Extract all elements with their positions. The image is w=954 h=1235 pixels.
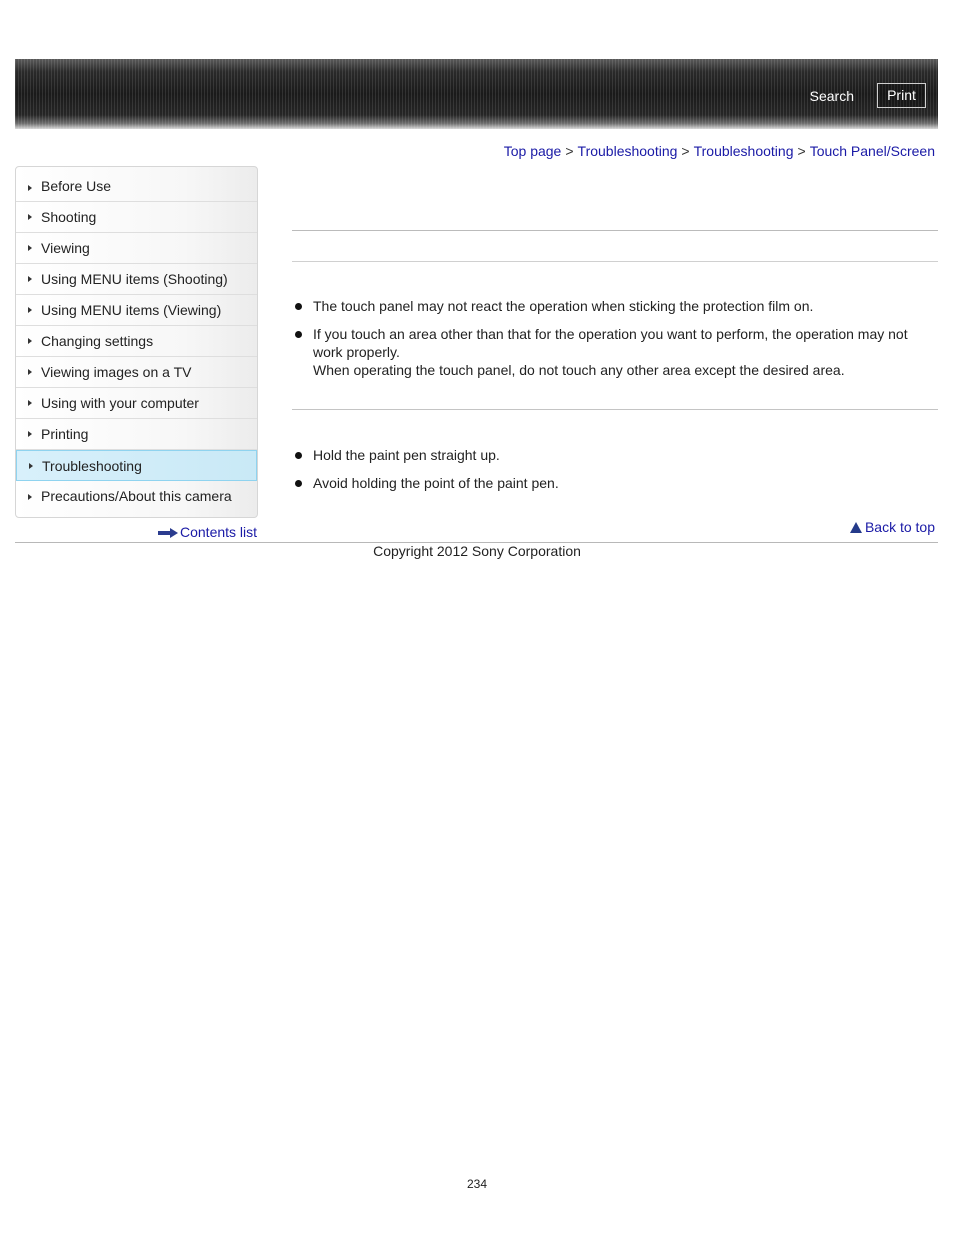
sidebar-item-label: Precautions/About this camera bbox=[41, 488, 232, 504]
sidebar-item-printing[interactable] bbox=[16, 419, 257, 450]
sidebar-item-viewing-tv[interactable] bbox=[16, 357, 257, 388]
sidebar-item-viewing[interactable] bbox=[16, 233, 257, 264]
back-to-top-label: Back to top bbox=[864, 519, 935, 535]
list-item bbox=[292, 474, 917, 492]
arrow-right-icon bbox=[28, 431, 32, 437]
bullet-list bbox=[292, 297, 917, 389]
arrow-right-icon bbox=[28, 494, 32, 500]
bullet-icon bbox=[295, 331, 302, 338]
header-bar bbox=[15, 59, 938, 129]
arrow-right-icon bbox=[158, 528, 178, 538]
arrow-right-icon bbox=[28, 338, 32, 344]
sidebar-item-shooting[interactable] bbox=[16, 202, 257, 233]
list-item-note: When operating the touch panel, do not touch any other area except the desired area. bbox=[313, 362, 845, 378]
arrow-right-icon bbox=[28, 245, 32, 251]
sidebar-item-before-use[interactable] bbox=[16, 167, 257, 202]
list-item-text: If you touch an area other than that for the operation you want to perform, the operation may not work properly. bbox=[313, 326, 908, 360]
breadcrumb-touch-panel-screen[interactable]: Touch Panel/Screen bbox=[809, 143, 935, 159]
sidebar-item-troubleshooting[interactable] bbox=[16, 450, 257, 481]
bullet-list bbox=[292, 446, 917, 502]
sidebar-item-label: Shooting bbox=[41, 209, 97, 225]
sidebar-item-changing-settings[interactable] bbox=[16, 326, 257, 357]
sidebar-item-label: Using MENU items (Viewing) bbox=[41, 302, 222, 318]
bullet-icon bbox=[295, 452, 302, 459]
breadcrumb bbox=[504, 143, 935, 159]
sidebar-nav bbox=[15, 166, 258, 518]
divider bbox=[292, 261, 938, 262]
sidebar-item-precautions[interactable] bbox=[16, 481, 257, 512]
copyright-text: Copyright 2012 Sony Corporation bbox=[373, 543, 581, 559]
page-number: 234 bbox=[466, 1177, 488, 1191]
list-item bbox=[292, 446, 917, 464]
list-item bbox=[292, 297, 917, 315]
arrow-right-icon bbox=[28, 369, 32, 375]
arrow-up-icon bbox=[850, 522, 862, 533]
print-button[interactable]: Print bbox=[877, 83, 926, 108]
back-to-top-link[interactable] bbox=[850, 519, 935, 535]
sidebar-item-label: Changing settings bbox=[41, 333, 154, 349]
breadcrumb-troubleshooting-2[interactable]: Troubleshooting bbox=[693, 143, 794, 159]
sidebar-item-label: Viewing images on a TV bbox=[41, 364, 192, 380]
breadcrumb-separator: > bbox=[797, 143, 806, 159]
breadcrumb-troubleshooting-1[interactable]: Troubleshooting bbox=[577, 143, 678, 159]
contents-list-link[interactable] bbox=[158, 524, 257, 540]
sidebar-item-computer[interactable] bbox=[16, 388, 257, 419]
sidebar-item-label: Troubleshooting bbox=[42, 458, 142, 474]
list-item-text: Avoid holding the point of the paint pen. bbox=[313, 475, 559, 491]
sidebar-item-menu-viewing[interactable] bbox=[16, 295, 257, 326]
divider bbox=[292, 230, 938, 231]
bullet-icon bbox=[295, 303, 302, 310]
sidebar-item-label: Using with your computer bbox=[41, 395, 199, 411]
list-item-text: Hold the paint pen straight up. bbox=[313, 447, 500, 463]
sidebar-item-menu-shooting[interactable] bbox=[16, 264, 257, 295]
arrow-right-icon bbox=[28, 400, 32, 406]
breadcrumb-separator: > bbox=[565, 143, 574, 159]
arrow-right-icon bbox=[28, 185, 32, 191]
sidebar-item-label: Using MENU items (Shooting) bbox=[41, 271, 228, 287]
list-item-text: The touch panel may not react the operation when sticking the protection film on. bbox=[313, 298, 814, 314]
sidebar-item-label: Printing bbox=[41, 426, 89, 442]
arrow-right-icon bbox=[28, 307, 32, 313]
arrow-right-icon bbox=[28, 276, 32, 282]
arrow-right-icon bbox=[28, 214, 32, 220]
divider bbox=[292, 409, 938, 410]
list-item bbox=[292, 325, 917, 379]
arrow-right-icon bbox=[29, 463, 33, 469]
search-link[interactable]: Search bbox=[809, 88, 854, 104]
sidebar-item-label: Before Use bbox=[41, 178, 112, 194]
sidebar-item-label: Viewing bbox=[41, 240, 90, 256]
bullet-icon bbox=[295, 480, 302, 487]
breadcrumb-top-page[interactable]: Top page bbox=[503, 143, 562, 159]
contents-list-label: Contents list bbox=[180, 524, 258, 540]
breadcrumb-separator: > bbox=[681, 143, 690, 159]
